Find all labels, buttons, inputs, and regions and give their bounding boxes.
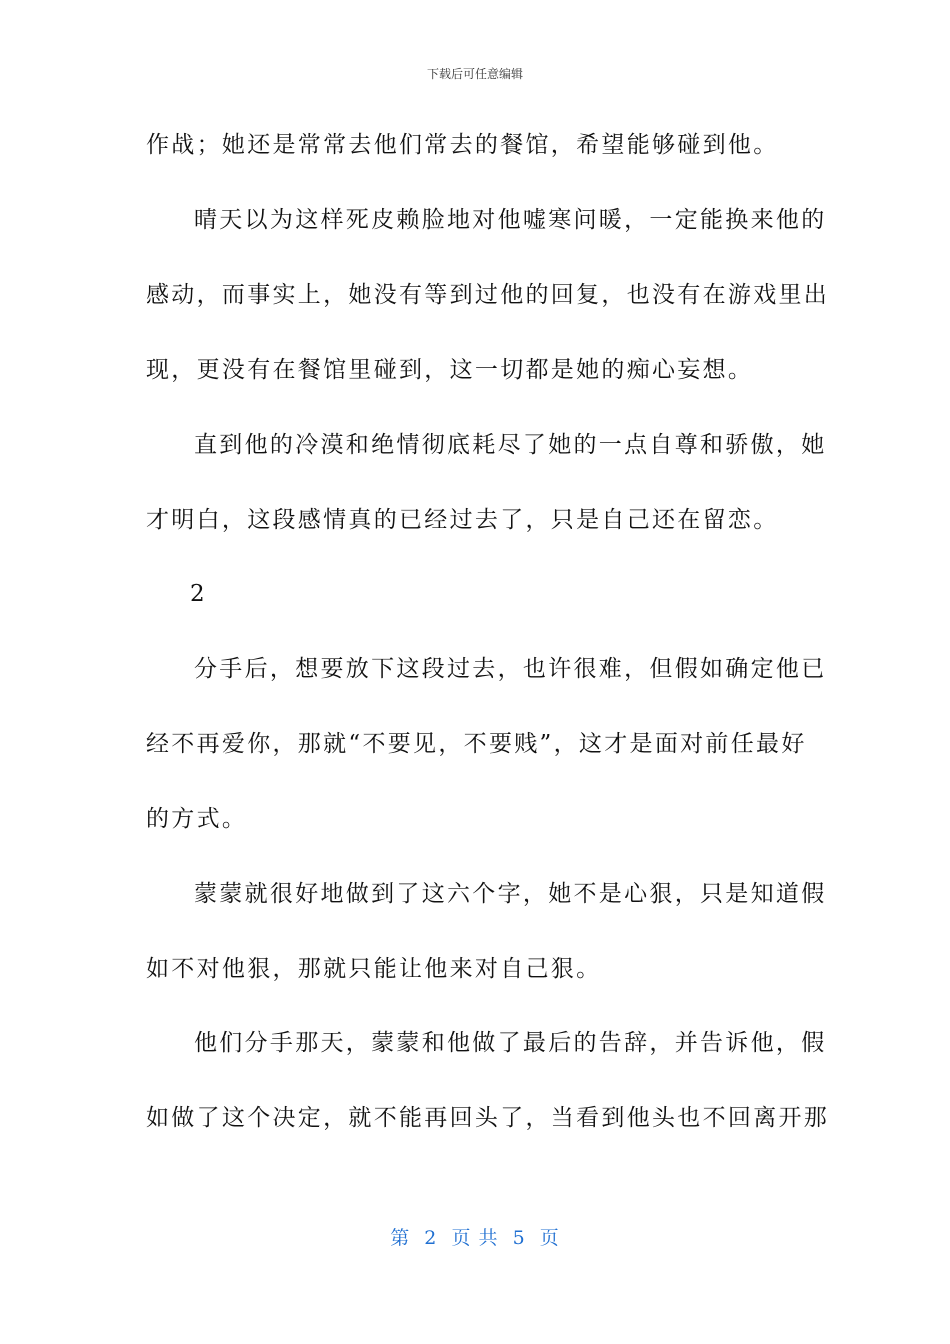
section-number: 2 [190, 581, 207, 607]
body-line: 分手后，想要放下这段过去，也许很难，但假如确定他已 [194, 656, 827, 682]
page-header: 下载后可任意编辑 [426, 67, 523, 81]
body-line: 他们分手那天，蒙蒙和他做了最后的告辞，并告诉他，假 [194, 1030, 827, 1056]
body-line: 经不再爱你，那就“不要见，不要贱”，这才是面对前任最好 [146, 731, 807, 757]
body-line: 蒙蒙就很好地做到了这六个字，她不是心狠，只是知道假 [194, 881, 827, 907]
body-line: 才明白，这段感情真的已经过去了，只是自己还在留恋。 [146, 507, 779, 533]
body-line: 感动，而事实上，她没有等到过他的回复，也没有在游戏里出 [146, 282, 830, 308]
body-line: 现，更没有在餐馆里碰到，这一切都是她的痴心妄想。 [146, 357, 754, 383]
body-line: 如不对他狠，那就只能让他来对自己狠。 [146, 956, 602, 982]
page-footer-pagination: 第 2 页 共 5 页 [390, 1227, 560, 1249]
body-line: 如做了这个决定，就不能再回头了，当看到他头也不回离开那 [146, 1105, 830, 1131]
body-line: 晴天以为这样死皮赖脸地对他嘘寒问暖，一定能换来他的 [194, 207, 827, 233]
body-line: 直到他的冷漠和绝情彻底耗尽了她的一点自尊和骄傲，她 [194, 432, 827, 458]
body-line: 作战；她还是常常去他们常去的餐馆，希望能够碰到他。 [146, 132, 779, 158]
body-line: 的方式。 [146, 806, 248, 832]
